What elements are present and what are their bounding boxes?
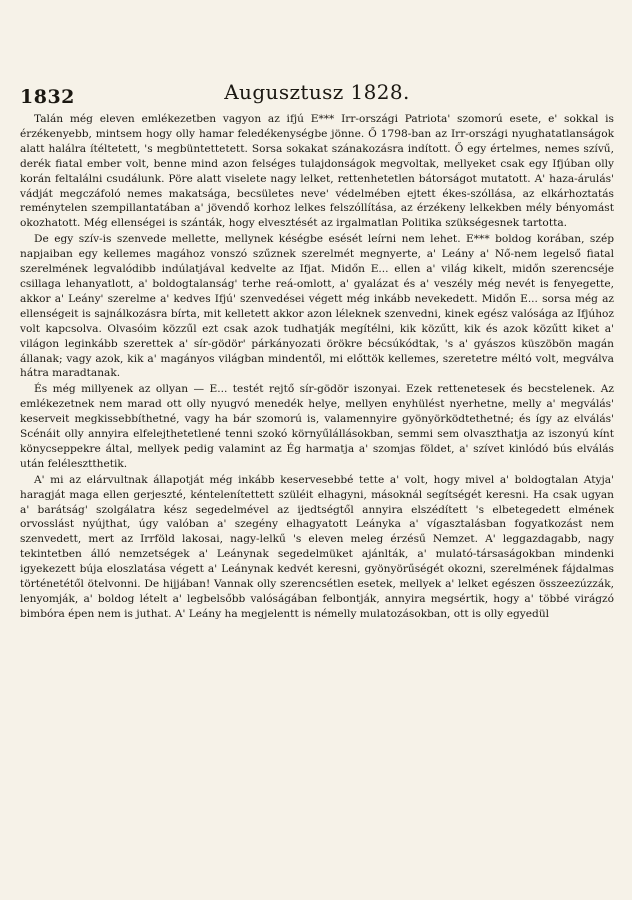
paragraph: És még millyenek az ollyan — E... testét rejtő sír-gödör iszonyai. Ezek rettenetesek és becstelenek. Az emlékezetnek nem marad ott olly nyugvó menedék helye, mellyen enyhülést nyerhetne, melly a' megválás' keserveit megkissebbíthetné, vagy ha bár szomorú is, valamennyire gyönyörködtethetné; és így az elválás' Scénáit olly annyira elfelejthetetlené tenni szokó környűlállásokban, semmi sem olvaszthatja az iszonyú kínt könycseppekre által, mellyek pedig valamint az Ég harmatja a' szomjas földet, a' szívet kinlódó bús elválás után felélesztthetik. [20,383,614,470]
paragraph: A' mi az elárvultnak állapotját még inkább keservesebbé tette a' volt, hogy mivel a' boldogtalan Atyja' haragját maga ellen gerjeszté, kéntelenítettett szüléit elhagyni, másoknál segítségét keresni. Ha csak ugyan a' barátság' szolgálatra kész segedelmével az ijedtségtől annyira elszédített 's elbetegedett elmének orvosslást nyújthat, úgy valóban a' szegény elhagyatott Leánykа a' vígasztalásban fogyatkozást nem szenvedett, mert az Irrföld lakosai, nagy-lelkű 's eleven meleg érzésű Nemzet. A' leggazdagabb, nagy tekintetben álló nemzetségek a' Leánynak segedelmüket ajánlták, a' mulató-társaságokban mindenki igyekezett búja eloszlatása végett a' Leánynak kedvét keresni, gyönyörűségét okozni, szerelmének fájdalmas történetétől ötelvonni. De hijjában! Vannak olly szerencsétlen esetek, mellyek a' lelket egészen összeezúzzák, lenyomják, a' boldog lételt a' legbelsőbb valóságában felbontják, annyira megsértik, hogy a' többé virágzó bimbóra épen nem is juthat. A' Leány ha megjelentt is némelly mulatozásokban, ott is olly egyedül [20,473,614,620]
paragraph: De egy szív-is szenvede mellette, mellynek késégbe esését leírni nem lehet. E*** boldog korában, szép napjaiban egy kellemes magához vonszó szűznek szerelmét megnyerte, a' Leány a' Nő-nem legelső fiatal szerelmének legvalódibb indúlatjával kedvelte az Ifjat. Midőn E... ellen a' világ kikelt, midőn szerencséje csillaga lehanyatlott, a' boldogtalanság' terhe reá-omlott, a' gyalázat és a' veszély még nevét is fenyegette, akkor a' Leány' szerelme a' kedves Ifjú' szenvedései végett még inkább nevekedett. Midőn E... sorsa még az ellenségeit is sajnálkozásra bírta, mit kelletett akkor azon léleknek szenvedni, kinek egész valósága az Ifjúhoz volt kapcsolva. Olvasóim közzűl ezt csak azok tudhatják megítélni, kik közűtt, kik és azok közűtt kiket a' világon leginkább szerettek a' sír-gödör' párkányozati örökre bécsúkódtak, 's a' gyászos küszöbön magán állanak; vagy azok, kik a' magányos világban mindentől, mi előttök kellemes, szeretetre méltó volt, megválva hátra maradtanak. [20,233,614,380]
page-header [20,80,614,106]
article-body [20,112,614,622]
running-title: Augusztusz 1828. [224,80,410,104]
paragraph: Talán még eleven emlékezetben vagyon az ifjú E*** Irr-országi Patriota' szomorú esete, e' sokkal is érzékenyebb, mintsem hogy olly hamar feledékenységbe jönne. Ő 1798-ban az Irr-országi nyughatatlanságok alatt halálra ítéltetett, 's megbüntettetett. Sorsa sokakat szánakozásra indított. Ő egy értelmes, nemes szívű, derék fiatal ember volt, benne mind azon felséges tulajdonságok megvoltak, mellyeket csak egy Ifjúban olly korán feltalálni csudálunk. Pöre alatt viselete nagy lelket, rettenhetetlen bátorságot mutatott. A' haza-árulás' vádját megczáfoló nemes makatsága, becsületes neve' védelmében ejtett ékes-szóllása, az elkárhoztatás reménytelen szempillantatában a' jövendő korhoz lelkes felszóllítása, az érzékeny lelkekben mély bényomást okozhatott. Még ellenségei is szánták, hogy elvesztését az irgalmatlan Politika szükségesnek tartotta. [20,113,614,230]
page-number: 1832 [20,86,75,108]
